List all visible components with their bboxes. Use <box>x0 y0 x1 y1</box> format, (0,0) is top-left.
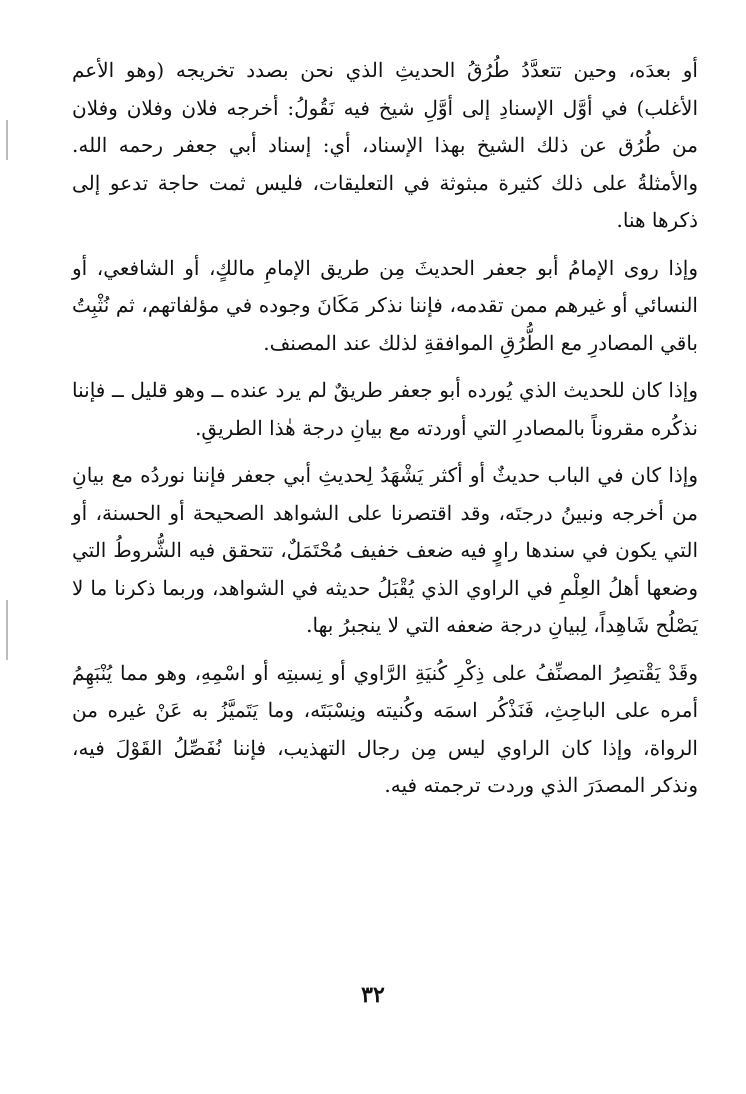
paragraph-1: أو بعدَه، وحين تتعدَّدُ طُرُقُ الحديثِ الذي نحن بصدد تخريجه (وهو الأعم الأغلب) في أوَّل الإسنادِ إلى أوَّلِ شيخ فيه نَقُولُ: أخرجه فلان وفلان وفلان من طُرُق عن ذلك الشيخ بهذا الإسناد، أي: إسناد أبي جعفر رحمه الله. والأمثلةُ على ذلك كثيرة مبثوثة في التعليقات، فليس ثمت حاجة تدعو إلى ذكرها هنا. <box>72 58 698 232</box>
scan-edge-mark <box>6 600 8 660</box>
scan-edge-mark <box>6 120 8 160</box>
paragraph-3: وإذا كان للحديث الذي يُورده أبو جعفر طريقٌ لم يرد عنده ــ وهو قليل ــ فإننا نذكُره مقروناً بالمصادرِ التي أوردته مع بيانِ درجة هٰذا الطريقِ. <box>72 378 698 440</box>
paragraph-5: وقَدْ يَقْتصِرُ المصنِّفُ على ذِكْرِ كُنيَةِ الرَّاوي أو نِسبتِه أو اسْمِهِ، وهو مما يُنْبَهِمُ أمره على الباحِثِ، فَنَذْكُر اسمَه وكُنيته ونِسْبَتَه، وما يَتَميَّزُ به عَنْ غيره من الرواة، وإذا كان الراوي ليس مِن رجال التهذيب، فإننا نُفَصِّلُ القَوْلَ فيه، ونذكر المصدَرَ الذي وردت ترجمته فيه. <box>72 660 698 797</box>
paragraph-4: وإذا كان في الباب حديثٌ أو أكثر يَشْهَدُ لِحديثِ أبي جعفر فإننا نوردُه مع بيانِ من أخرجه ونبينُ درجتَه، وقد اقتصرنا على الشواهد الصحيحة أو الحسنة، أو التي يكون في سندها راوٍ فيه ضعف خفيف مُحْتَمَلٌ، تتحقق فيه الشُّروطُ التي وضعها أهلُ العِلْمِ في الراوي الذي يُقْبَلُ حديثه في الشواهد، وربما ذكرنا ما لا يَصْلُح شَاهِداً، لِبيانِ درجة ضعفه التي لا ينجبرُ بها. <box>72 463 698 637</box>
paragraph-2: وإذا روى الإمامُ أبو جعفر الحديثَ مِن طريق الإمامِ مالكٍ، أو الشافعي، أو النسائي أو غيرهم ممن تقدمه، فإننا نذكر مَكَانَ وجوده في مؤلفاتهم، ثم نُثْبِتُ باقي المصادرِ مع الطُّرُقِ الموافقةِ لذلك عند المصنف. <box>72 255 698 355</box>
body-text <box>72 52 698 805</box>
page-number: ٣٢ <box>361 982 385 1008</box>
